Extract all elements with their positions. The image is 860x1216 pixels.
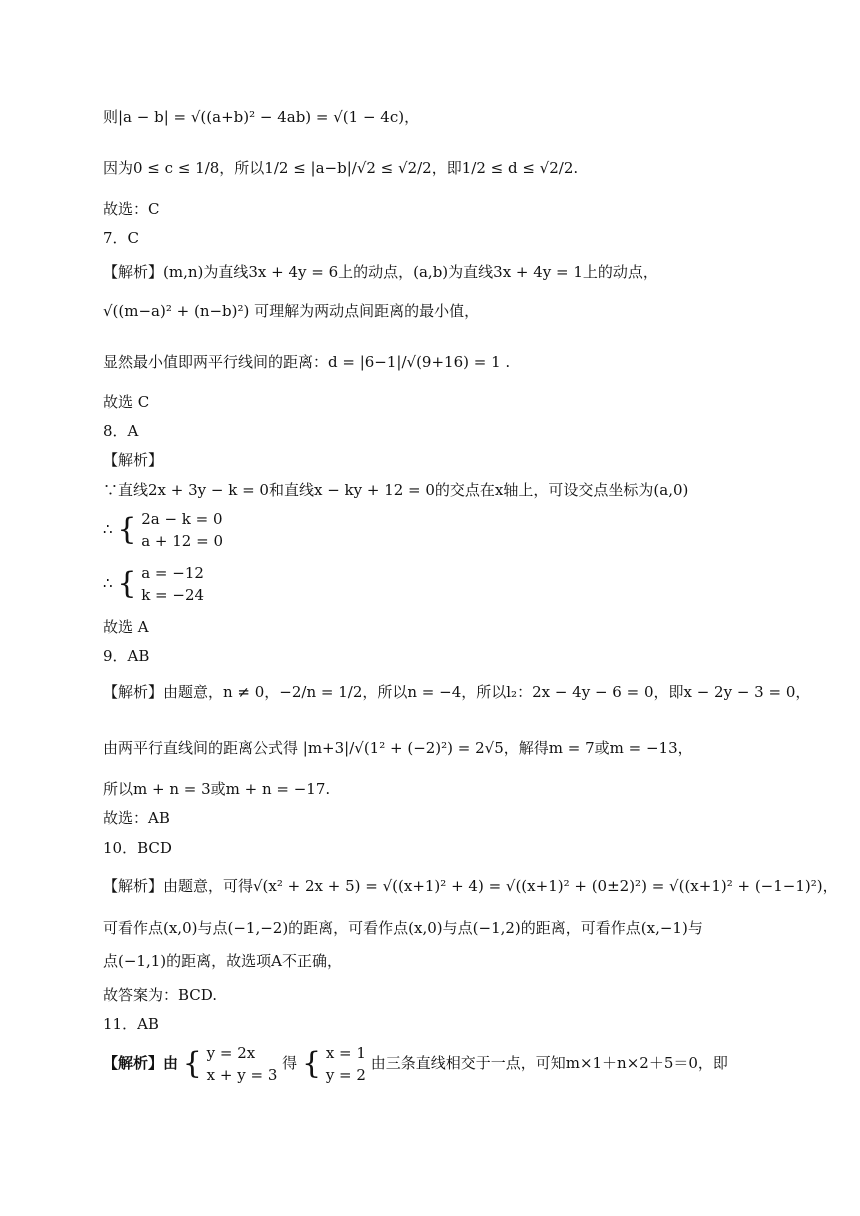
- line-11: [103, 480, 688, 500]
- system-1-eq-2: a + 12 = 0: [141, 532, 223, 550]
- question-10-answer: 10．BCD: [103, 839, 172, 857]
- question-8-heading: [103, 421, 138, 441]
- text-line-22: 可看作点(x,0)与点(−1,−2)的距离，可看作点(x,0)与点(−1,2)的距离，可看作点(x,−1)与: [103, 919, 703, 937]
- text-line-14: 故选 A: [103, 618, 149, 636]
- line-7: [103, 352, 510, 372]
- line-23: [103, 951, 342, 971]
- question-9-answer: 9．AB: [103, 647, 150, 665]
- system-3-eq-1: y = 2x: [206, 1044, 256, 1062]
- text-line-11: ∵直线2x + 3y − k = 0和直线x − ky + 12 = 0的交点在x轴上，可设交点坐标为(a,0): [103, 481, 689, 499]
- text-line-19: 故选：AB: [103, 809, 170, 827]
- question-10-heading: [103, 838, 172, 858]
- system-4-eq-1: x = 1: [325, 1044, 366, 1062]
- text-line-1: 则|a − b| = √((a+b)² − 4ab) = √(1 − 4c)，: [103, 108, 420, 126]
- text-line-5: 【解析】(m,n)为直线3x + 4y = 6上的动点，(a,b)为直线3x + 4y = 1上的动点，: [103, 263, 658, 281]
- line-8: [103, 392, 149, 412]
- text-line-26: 由三条直线相交于一点，可知m×1＋n×2＋5＝0，即: [370, 1054, 728, 1072]
- line-22: [103, 918, 703, 938]
- system-1-equations: [141, 508, 223, 552]
- brace-symbol: {: [117, 512, 137, 547]
- text-line-2: 因为0 ≤ c ≤ 1/8，所以1/2 ≤ |a−b|/√2 ≤ √2/2，即1/2 ≤ d ≤ √2/2.: [103, 159, 579, 177]
- text-line-16: 【解析】由题意，n ≠ 0，−2/n = 1/2，所以n = −4，所以l₂：2x − 4y − 6 = 0，即x − 2y − 3 = 0，: [103, 683, 811, 701]
- system-3-eq-2: x + y = 3: [206, 1066, 278, 1084]
- system-2-equations: [141, 562, 204, 606]
- line-16: [103, 682, 810, 702]
- question-8-answer: 8．A: [103, 422, 139, 440]
- text-line-18: 所以m + n = 3或m + n = −17.: [103, 780, 331, 798]
- system-1-eq-1: 2a − k = 0: [141, 510, 223, 528]
- system-1: [103, 508, 223, 552]
- text-line-21: 【解析】由题意，可得√(x² + 2x + 5) = √((x+1)² + 4) = √((x+1)² + (0±2)²) = √((x+1)² + (−1−1)²)，: [103, 877, 838, 895]
- system-2-eq-1: a = −12: [141, 564, 204, 582]
- brace-symbol: {: [182, 1046, 202, 1081]
- line-6: [103, 301, 479, 321]
- line-26: [103, 1042, 728, 1086]
- question-11-heading: [103, 1014, 159, 1034]
- question-7-heading: [103, 228, 139, 248]
- line-1: [103, 107, 419, 127]
- analysis-tag: 【解析】由: [103, 1054, 179, 1072]
- system-4-eq-2: y = 2: [325, 1066, 366, 1084]
- therefore-symbol: ∴: [103, 574, 113, 592]
- line-14: [103, 617, 149, 637]
- question-11-answer: 11．AB: [103, 1015, 159, 1033]
- system-4-equations: [326, 1042, 366, 1086]
- line-21: [103, 876, 838, 896]
- brace-symbol: {: [301, 1046, 322, 1081]
- question-9-heading: [103, 646, 149, 666]
- brace-symbol: {: [117, 566, 137, 601]
- line-19: [103, 808, 170, 828]
- line-3: [103, 199, 159, 219]
- text-line-23: 点(−1,1)的距离，故选项A不正确，: [103, 952, 342, 970]
- therefore-symbol: ∴: [103, 520, 113, 538]
- system-3-equations: [207, 1042, 278, 1086]
- line-17: [103, 738, 693, 758]
- line-18: [103, 779, 330, 799]
- text-line-6: √((m−a)² + (n−b)²) 可理解为两动点间距离的最小值，: [103, 302, 480, 320]
- text-line-7: 显然最小值即两平行线间的距离：d = |6−1|/√(9+16) = 1 .: [103, 353, 511, 371]
- line-24: [103, 985, 217, 1005]
- line-2: [103, 158, 578, 178]
- question-7-answer: 7．C: [103, 229, 140, 247]
- system-2-eq-2: k = −24: [141, 586, 205, 604]
- text-line-10: 【解析】: [103, 451, 164, 469]
- de-char: 得: [282, 1054, 298, 1072]
- line-5: [103, 262, 658, 282]
- text-line-17: 由两平行直线间的距离公式得 |m+3|/√(1² + (−2)²) = 2√5，解得m = 7或m = −13，: [103, 739, 693, 757]
- system-2: [103, 562, 204, 606]
- text-line-8: 故选 C: [103, 393, 150, 411]
- line-10: [103, 450, 163, 470]
- text-line-3: 故选：C: [103, 200, 160, 218]
- text-line-24: 故答案为：BCD.: [103, 986, 218, 1004]
